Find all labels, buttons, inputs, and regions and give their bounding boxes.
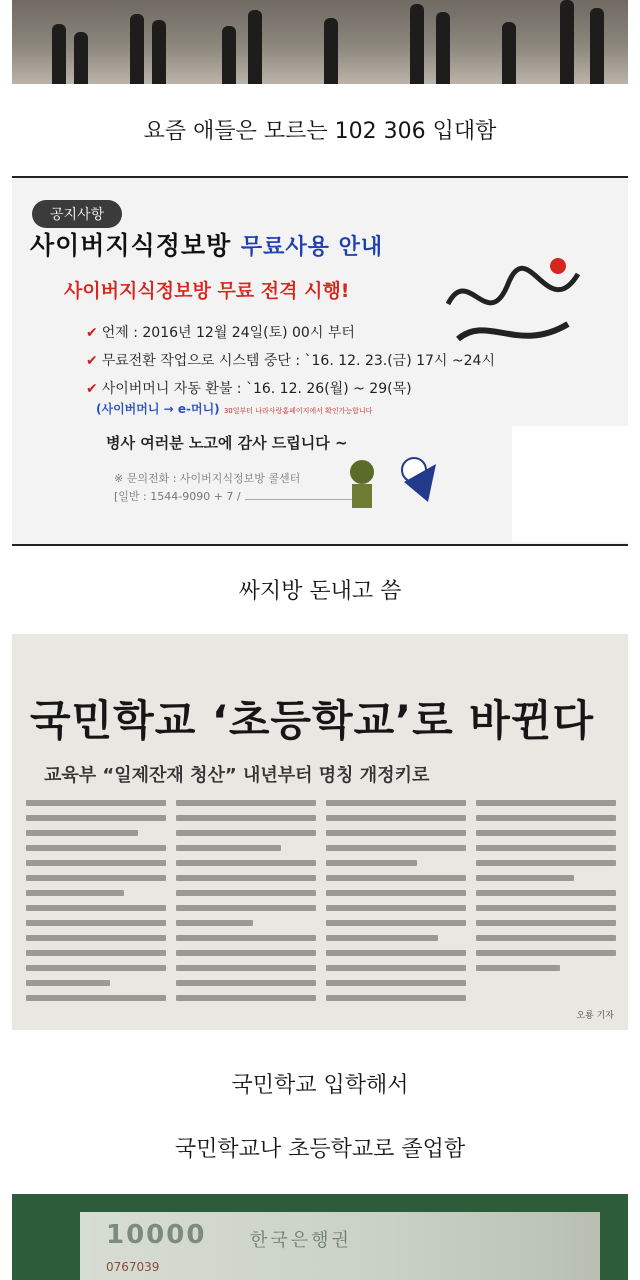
newspaper-subhead: 교육부 “일제잔재 청산” 내년부터 명칭 개정키로 [44,765,430,786]
banknote-photo [12,1194,628,1280]
mascot-icons [344,454,444,518]
banknote-bank-name: 한국은행권 [250,1230,352,1251]
notice-title-main: 사이버지식정보방 [30,231,232,260]
crowd-figure [248,10,262,84]
article-column [176,800,316,1012]
crowd-figure [560,0,574,84]
crowd-figure [52,24,66,84]
signature-logo [438,244,588,364]
crowd-figure [436,12,450,84]
notice-line-when: ✔ 언제 : 2016년 12월 24일(토) 00시 부터 [86,325,355,341]
banknote-amount: 10000 [106,1220,207,1250]
notice-image [12,176,628,546]
article-column [326,800,466,1012]
caption-entered-school: 국민학교 입학해서 [231,1073,409,1098]
article-column [26,800,166,1012]
crowd-figure [130,14,144,84]
blank-area [512,426,628,542]
notice-contact: ※ 문의전화 : 사이버지식정보방 콜센터 [114,472,301,485]
article-column [476,800,616,1012]
crowd-figure [502,22,516,84]
notice-tag: 공지사항 [32,200,122,228]
notice-subtitle: 사이버지식정보방 무료 전격 시행! [64,280,350,302]
notice-contact-phone: [일반 : 1544-9090 + 7 / [114,488,369,504]
notice-title-accent: 무료사용 안내 [240,235,384,260]
check-icon: ✔ [86,325,98,341]
crowd-figure [222,26,236,84]
crowd-photo [12,0,628,84]
crowd-figure [152,20,166,84]
caption-enlistment: 요즘 애들은 모르는 102 306 입대함 [143,119,497,144]
notice-thanks: 병사 여러분 노고에 감사 드립니다 ~ [106,434,348,452]
crowd-figure [74,32,88,84]
notice-money-line: (사이버머니 → e-머니) 30일부터 나라사랑홈페이지에서 확인가능합니다 [96,402,373,416]
article-columns [26,800,616,1012]
crowd-figure [590,8,604,84]
caption-graduated: 국민학교나 초등학교로 졸업함 [174,1137,466,1162]
notice-line-refund: ✔ 사이버머니 자동 환불 : `16. 12. 26(월) ~ 29(목) [86,381,412,397]
newspaper-byline: 오룡 기자 [576,1011,614,1021]
banknote-serial: 0767039 [106,1260,160,1274]
crowd-figure [324,18,338,84]
check-icon: ✔ [86,381,98,397]
notice-line-downtime: ✔ 무료전환 작업으로 시스템 중단 : `16. 12. 23.(금) 17시 ~24시 [86,353,495,369]
notice-title [30,226,383,262]
banknote [80,1212,600,1280]
check-icon: ✔ [86,353,98,369]
caption-cyber-room: 싸지방 돈내고 씀 [238,579,402,604]
newspaper-headline: 국민학교 ‘초등학교’로 바뀐다 [30,696,595,745]
crowd-figure [410,4,424,84]
newspaper-clipping [12,634,628,1030]
